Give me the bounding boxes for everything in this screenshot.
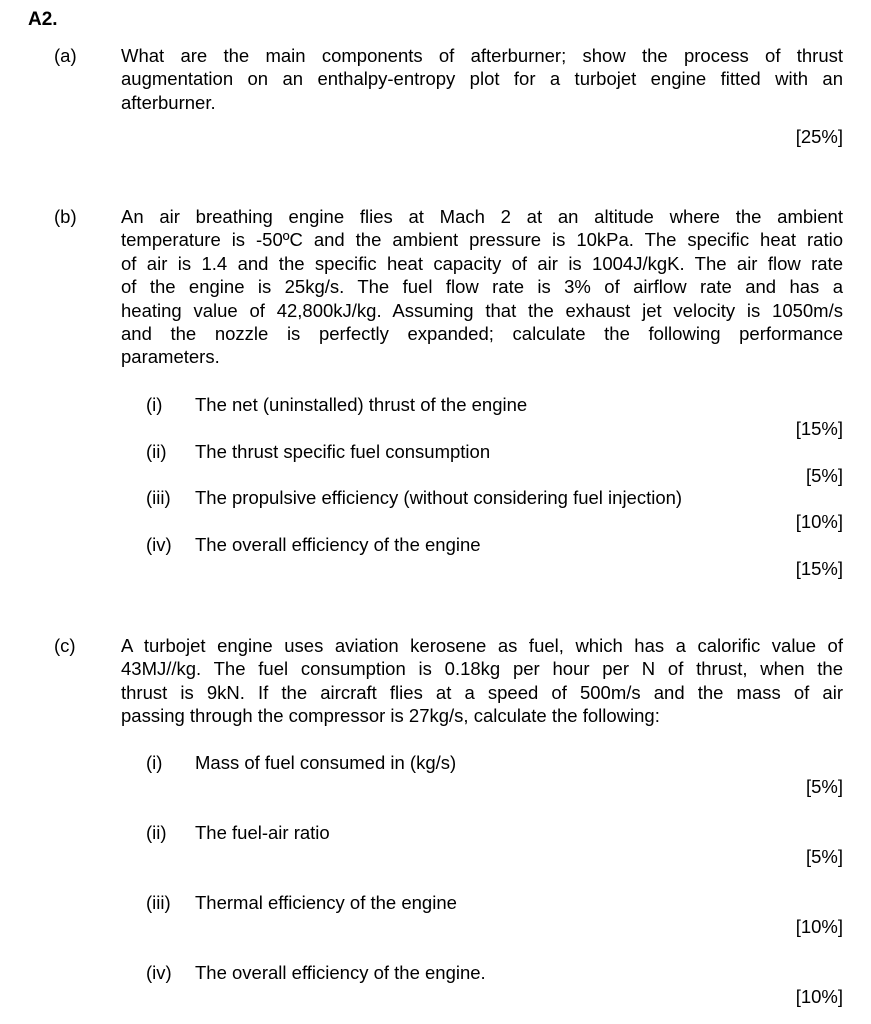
part-c-item-text: The fuel-air ratio bbox=[195, 822, 330, 843]
part-c-item-number: (iv) bbox=[146, 962, 172, 983]
part-c-item-number: (iii) bbox=[146, 892, 171, 913]
part-c-item-text: Thermal efficiency of the engine bbox=[195, 892, 457, 913]
part-c-item-mark: [5%] bbox=[805, 846, 843, 867]
part-c-item-mark: [10%] bbox=[795, 986, 843, 1007]
part-c-item-text: The overall efficiency of the engine. bbox=[195, 962, 486, 983]
part-b-line: and the nozzle is perfectly expanded; calculate the following performance bbox=[121, 323, 843, 345]
part-c-line: 43MJ//kg. The fuel consumption is 0.18kg per hour per N of thrust, when the bbox=[121, 658, 843, 680]
part-c-item-mark: [5%] bbox=[805, 776, 843, 797]
part-c-line: passing through the compressor is 27kg/s, calculate the following: bbox=[121, 705, 660, 727]
part-c-label: (c) bbox=[54, 635, 76, 656]
part-b-line: of air is 1.4 and the specific heat capacity of air is 1004J/kgK. The air flow rate bbox=[121, 252, 843, 274]
part-b-item-mark: [15%] bbox=[795, 558, 843, 579]
part-b-item-text: The net (uninstalled) thrust of the engine bbox=[195, 394, 528, 415]
part-a-question bbox=[121, 44, 843, 114]
part-c-item-text: Mass of fuel consumed in (kg/s) bbox=[195, 752, 457, 773]
part-b-line: heating value of 42,800kJ/kg. Assuming that the exhaust jet velocity is 1050m/s bbox=[121, 299, 843, 321]
part-a-label: (a) bbox=[54, 45, 77, 66]
part-b-label: (b) bbox=[54, 206, 77, 227]
part-b-item-number: (iii) bbox=[146, 487, 171, 508]
part-b-question bbox=[121, 205, 843, 369]
part-b-item-text: The overall efficiency of the engine bbox=[195, 534, 481, 555]
part-b-item-text: The propulsive efficiency (without considering fuel injection) bbox=[195, 487, 683, 508]
part-b-line: of the engine is 25kg/s. The fuel flow rate is 3% of airflow rate and has a bbox=[121, 276, 843, 298]
part-b-line: An air breathing engine flies at Mach 2 at an altitude where the ambient bbox=[121, 206, 843, 227]
part-b-item-mark: [5%] bbox=[805, 465, 843, 486]
part-b-item-mark: [10%] bbox=[795, 511, 843, 532]
part-a-line: What are the main components of afterburner; show the process of thrust bbox=[121, 45, 843, 66]
part-c-line: thrust is 9kN. If the aircraft flies at a speed of 500m/s and the mass of air bbox=[121, 681, 843, 703]
part-b-item-number: (i) bbox=[146, 394, 163, 415]
part-a-line: afterburner. bbox=[121, 91, 216, 113]
part-c-question bbox=[121, 634, 843, 728]
question-title: A2. bbox=[28, 9, 58, 30]
part-a-line: augmentation on an enthalpy-entropy plot for a turbojet engine fitted with an bbox=[121, 68, 843, 90]
part-b-item-number: (ii) bbox=[146, 441, 167, 462]
part-b-item-mark: [15%] bbox=[795, 418, 843, 439]
part-c-line: A turbojet engine uses aviation kerosene as fuel, which has a calorific value of bbox=[121, 635, 843, 656]
part-c-item-number: (ii) bbox=[146, 822, 167, 843]
part-b-line: temperature is -50ºC and the ambient pressure is 10kPa. The specific heat ratio bbox=[121, 229, 843, 251]
part-b-item-text: The thrust specific fuel consumption bbox=[195, 441, 491, 462]
part-a-mark: [25%] bbox=[795, 126, 843, 147]
part-c-item-mark: [10%] bbox=[795, 916, 843, 937]
part-c-item-number: (i) bbox=[146, 752, 163, 773]
part-b-item-number: (iv) bbox=[146, 534, 172, 555]
part-b-line: parameters. bbox=[121, 346, 220, 368]
